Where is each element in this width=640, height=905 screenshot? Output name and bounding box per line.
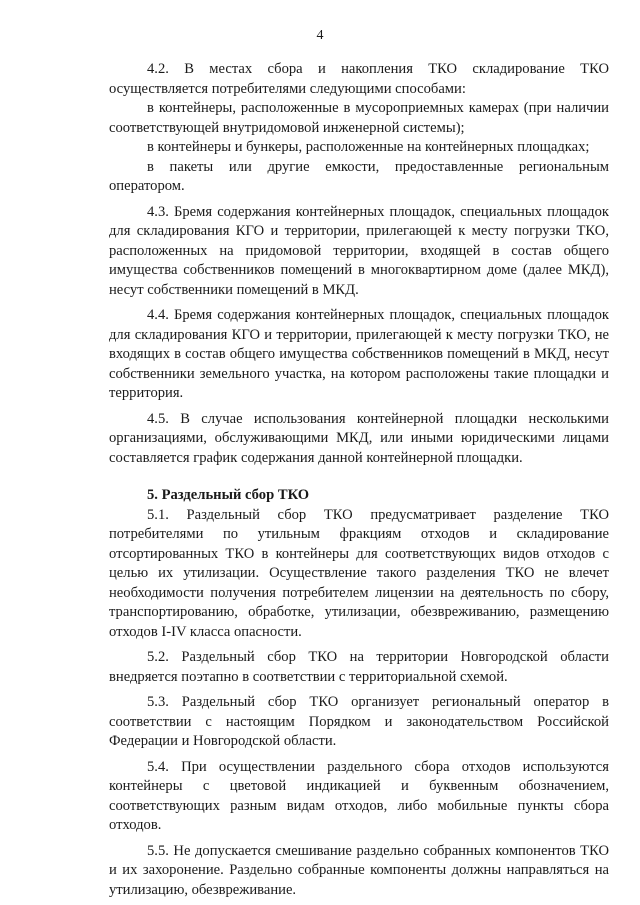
paragraph-4-2: 4.2. В местах сбора и накопления ТКО складирование ТКО осуществляется потребителями следующими способами: (109, 61, 609, 97)
paragraph-4-4: 4.4. Бремя содержания контейнерных площадок, специальных площадок для складирования КГО и территории, прилегающей к месту погрузки ТКО, не входящих в состав общего имущества собственников помещений в МКД, несут собственники земельного участка, на котором расположены такие площадки и территория. (109, 307, 609, 401)
paragraph-5-5: 5.5. Не допускается смешивание раздельно собранных компонентов ТКО и их захоронение. Раздельно собранные компоненты должны направляться на утилизацию, обезвреживание. (109, 842, 609, 898)
section-heading: 5. Раздельный сбор ТКО (147, 487, 310, 503)
paragraph-5-3: 5.3. Раздельный сбор ТКО организует региональный оператор в соответствии с настоящим Порядком и законодательством Российской Федерации и Новгородской области. (109, 694, 609, 749)
paragraph-5-2: 5.2. Раздельный сбор ТКО на территории Новгородской области внедряется поэтапно в соответствии с территориальной схемой. (109, 649, 609, 685)
paragraph-5-4: 5.4. При осуществлении раздельного сбора отходов используются контейнеры с цветовой индикацией и буквенным обозначением, соответствующих разным видам отходов, либо мобильные пункты сбора отходов. (109, 758, 609, 833)
list-item-bunkers: в контейнеры и бункеры, расположенные на контейнерных площадках; (147, 139, 590, 155)
page-number: 4 (316, 28, 324, 43)
paragraph-4-3: 4.3. Бремя содержания контейнерных площадок, специальных площадок для складирования КГО и территории, прилегающей к месту погрузки ТКО, расположенных на придомовой территории, входящей в состав общего имущества собственников помещений в многоквартирном доме (далее МКД), несут собственники помещений в МКД. (109, 203, 609, 298)
document-body (109, 60, 609, 900)
list-item-chambers: в контейнеры, расположенные в мусороприемных камерах (при наличии соответствующей внутридомовой инженерной системы); (109, 100, 609, 136)
list-item-bags: в пакеты или другие емкости, предоставленные региональным оператором. (109, 158, 609, 194)
paragraph-4-5: 4.5. В случае использования контейнерной площадки несколькими организациями, обслуживающими МКД, или иными юридическими лицами составляется график содержания данной контейнерной площадки. (109, 410, 609, 466)
paragraph-5-1: 5.1. Раздельный сбор ТКО предусматривает разделение ТКО потребителями по утильным фракциям отходов и складирование отсортированных ТКО в контейнеры для соответствующих видов отходов с целью их утилизации. Осуществление такого разделения ТКО не влечет необходимости получения потребителем лицензии на деятельность по сбору, транспортированию, обработке, утилизации, обезвреживанию, размещению отходов I-IV класса опасности. (109, 506, 609, 640)
